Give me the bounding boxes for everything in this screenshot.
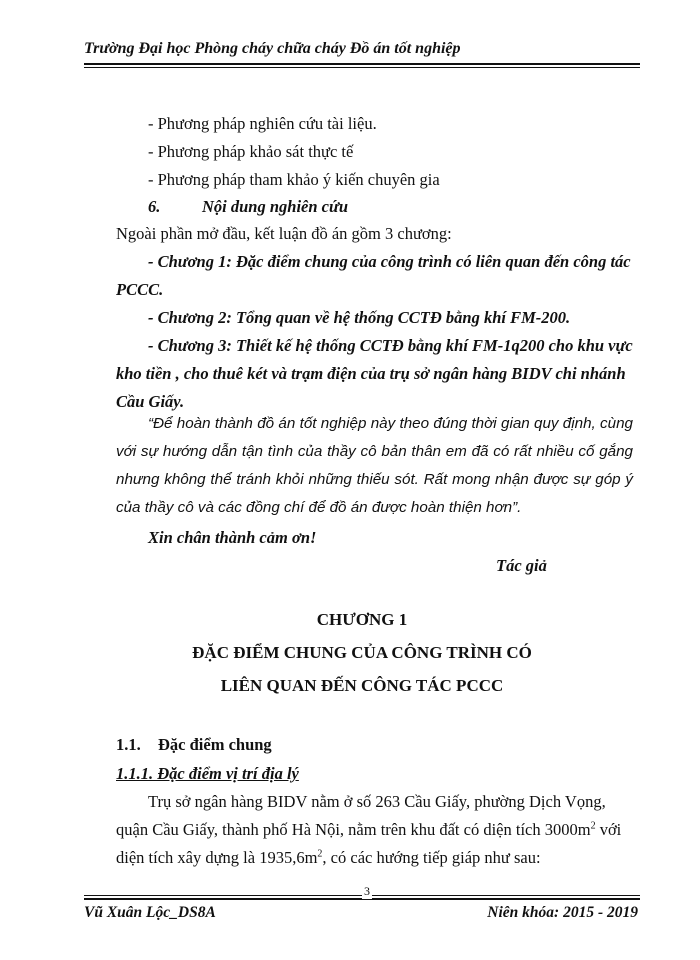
body-text: , có các hướng tiếp giáp như sau: <box>322 848 541 867</box>
chapter-3-summary-cont: kho tiền , cho thuê két và trạm điện của trụ sở ngân hàng BIDV chi nhánh <box>116 364 626 383</box>
method-item: - Phương pháp tham khảo ý kiến chuyên gia <box>148 170 440 189</box>
quote-line: “Để hoàn thành đồ án tốt nghiệp này theo đúng thời gian quy định, cùng <box>148 415 633 432</box>
body-text: quận Cầu Giấy, thành phố Hà Nội, nằm trên khu đất có diện tích 3000m <box>116 820 591 839</box>
page-number: 3 <box>364 884 370 898</box>
chapter-heading-title: ĐẶC ĐIỂM CHUNG CỦA CÔNG TRÌNH CÓ <box>192 643 532 662</box>
page-header: Trường Đại học Phòng cháy chữa cháy Đồ án tốt nghiệp <box>84 40 461 57</box>
body-line <box>116 848 541 868</box>
section-6-number: 6. <box>148 197 161 216</box>
section-6-title: Nội dung nghiên cứu <box>202 197 349 216</box>
chapter-2-summary: - Chương 2: Tổng quan về hệ thống CCTĐ bằng khí FM-200. <box>148 308 571 327</box>
acknowledgement-quote <box>116 410 633 522</box>
chapter-3-summary: - Chương 3: Thiết kế hệ thống CCTĐ bằng khí FM-1q200 cho khu vực <box>148 336 633 355</box>
chapter-heading-title-cont: LIÊN QUAN ĐẾN CÔNG TÁC PCCC <box>220 676 504 695</box>
quote-line: nhưng không thể tránh khỏi những thiếu sót. Rất mong nhận được sự góp ý <box>116 471 633 488</box>
body-text: diện tích xây dựng là 1935,6m <box>116 848 318 867</box>
section-1-1-1-heading: 1.1.1. Đặc điểm vị trí địa lý <box>116 764 299 783</box>
header-rule-thin <box>84 67 640 68</box>
chapter-1-summary-cont: PCCC. <box>116 280 164 299</box>
superscript: 2 <box>590 820 596 832</box>
body-text: với <box>595 820 622 839</box>
quote-line: với sự hướng dẫn tận tình của thầy cô bản thân em đã có rất nhiều cố gắng <box>116 443 633 460</box>
quote-line: của thầy cô và các đồng chí để đồ án được hoàn thiện hơn”. <box>116 499 522 516</box>
intro-paragraph: Ngoài phần mở đầu, kết luận đồ án gồm 3 chương: <box>116 224 452 243</box>
section-1-1-title: Đặc điểm chung <box>158 735 272 754</box>
footer-academic-year: Niên khóa: 2015 - 2019 <box>487 904 638 921</box>
body-line: Trụ sở ngân hàng BIDV nằm ở số 263 Cầu Giấy, phường Dịch Vọng, <box>148 792 606 811</box>
section-1-1-number: 1.1. <box>116 735 141 754</box>
header-rule <box>84 63 640 65</box>
body-line <box>116 820 621 840</box>
author-signature: Tác giả <box>496 556 547 575</box>
method-item: - Phương pháp nghiên cứu tài liệu. <box>148 114 377 133</box>
superscript: 2 <box>317 848 323 860</box>
chapter-3-summary-end: Cầu Giấy. <box>116 392 185 411</box>
thanks-line: Xin chân thành cảm ơn! <box>148 528 317 547</box>
method-item: - Phương pháp khảo sát thực tế <box>148 142 354 161</box>
footer-author: Vũ Xuân Lộc_DS8A <box>84 904 216 921</box>
chapter-heading-number: CHƯƠNG 1 <box>316 610 408 629</box>
chapter-1-summary: - Chương 1: Đặc điểm chung của công trình có liên quan đến công tác <box>148 252 631 271</box>
